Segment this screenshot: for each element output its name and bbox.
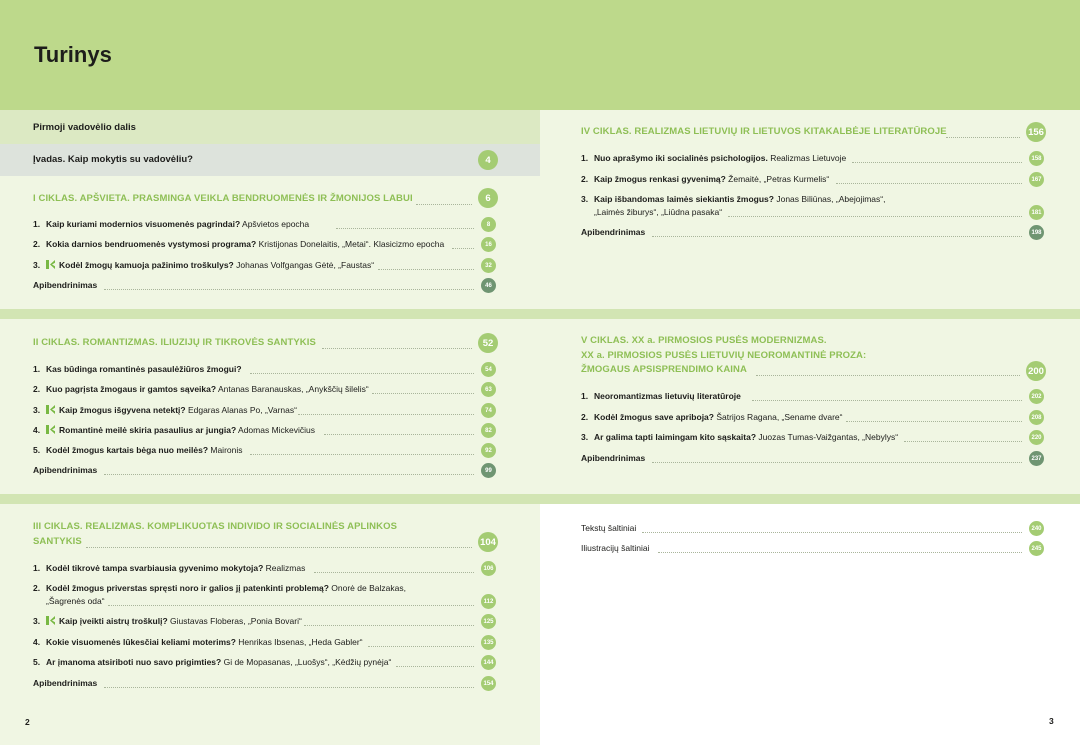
leader-dots <box>368 646 474 647</box>
toc-entry[interactable]: 2. Kaip žmogus renkasi gyvenimą? Žemaitė, „Petras Kurmelis“ <box>581 174 830 184</box>
page-badge: 32 <box>481 258 496 273</box>
page-badge: 99 <box>481 463 496 478</box>
intro-page-badge: 4 <box>478 150 498 170</box>
leader-dots <box>336 228 474 229</box>
leader-dots <box>452 248 474 249</box>
toc-entry[interactable]: 2. Kuo pagrįsta žmogaus ir gamtos sąveika? Antanas Baranauskas, „Anykščių šilelis“ <box>33 384 369 394</box>
leader-dots <box>104 687 474 688</box>
leader-dots <box>304 625 474 626</box>
sources-texts-link[interactable]: Tekstų šaltiniai <box>581 523 637 533</box>
page-badge: 106 <box>481 561 496 576</box>
separator <box>0 309 540 319</box>
toc-entry[interactable]: 2. Kodėl žmogus save apriboja? Šatrijos Ragana, „Sename dvare“ <box>581 412 843 422</box>
toc-entry[interactable]: 4. Kokie visuomenės lūkesčiai keliami moterims? Henrikas Ibsenas, „Heda Gabler“ <box>33 637 363 647</box>
leader-dots <box>250 454 474 455</box>
toc-entry[interactable]: 1. Kodėl tikrovė tampa svarbiausia gyvenimo mokytoja? Realizmas <box>33 563 306 573</box>
leader-dots <box>372 393 474 394</box>
page-badge: 198 <box>1029 225 1044 240</box>
page-badge: 237 <box>1029 451 1044 466</box>
summary-entry[interactable]: Apibendrinimas <box>33 465 98 475</box>
page-badge: 46 <box>481 278 496 293</box>
separator <box>540 494 1080 504</box>
toc-entry[interactable]: 5. Ar įmanoma atsiriboti nuo savo prigimties? Gi de Mopasanas, „Luošys“, „Kėdžių pynėja“ <box>33 657 392 667</box>
toc-entry[interactable]: 5. Kodėl žmogus kartais bėga nuo meilės? Maironis <box>33 445 243 455</box>
cycle3-heading[interactable]: III CIKLAS. REALIZMAS. KOMPLIKUOTAS INDIVIDO IR SOCIALINĖS APLINKOS <box>33 521 398 532</box>
leader-dots <box>836 183 1022 184</box>
toc-entry[interactable]: 2. Kodėl žmogus priverstas spręsti noro ir galios jį patenkinti problemą? Onorė de Balzakas, <box>33 583 406 593</box>
toc-entry[interactable]: 3. Kaip žmogus išgyvena netektį? Edgaras Alanas Po, „Varnas“ <box>33 405 297 415</box>
page-badge: 74 <box>481 403 496 418</box>
leader-dots <box>642 532 1022 533</box>
literature-k-icon <box>46 425 56 434</box>
toc-entry[interactable]: 4. Romantinė meilė skiria pasaulius ar jungia? Adomas Mickevičius <box>33 425 316 435</box>
cycle2-page-badge: 52 <box>478 333 498 353</box>
cycle2-heading[interactable]: II CIKLAS. ROMANTIZMAS. ILIUZIJŲ IR TIKROVĖS SANTYKIS <box>33 337 316 348</box>
leader-dots <box>852 162 1022 163</box>
leader-dots <box>104 289 474 290</box>
literature-k-icon <box>46 405 56 414</box>
leader-dots <box>298 414 474 415</box>
intro-link[interactable]: Įvadas. Kaip mokytis su vadovėliu? <box>33 154 193 165</box>
cycle4-heading[interactable]: IV CIKLAS. REALIZMAS LIETUVIŲ IR LIETUVOS KITAKALBĖJE LITERATŪROJE <box>581 126 947 137</box>
header-band <box>0 0 1080 110</box>
toc-entry[interactable]: 1. Neoromantizmas lietuvių literatūroje <box>581 391 741 401</box>
cycle3-page-badge: 104 <box>478 532 498 552</box>
page-badge: 125 <box>481 614 496 629</box>
toc-entry[interactable]: 1. Kaip kuriami modernios visuomenės pagrindai? Apšvietos epocha <box>33 219 310 229</box>
page-badge: 135 <box>481 635 496 650</box>
leader-dots <box>416 204 472 205</box>
page-title: Turinys <box>34 42 112 67</box>
toc-entry[interactable]: 3. Kaip įveikti aistrų troškulį? Giustavas Floberas, „Ponia Bovari“ <box>33 616 302 626</box>
leader-dots <box>904 441 1022 442</box>
page-badge: 240 <box>1029 521 1044 536</box>
toc-entry[interactable]: 2. Kokia darnios bendruomenės vystymosi programa? Kristijonas Donelaitis, „Metai“. Klasicizmo epocha <box>33 239 445 249</box>
toc-entry[interactable]: 3. Kaip išbandomas laimės siekiantis žmogus? Jonas Biliūnas, „Abejojimas“, <box>581 194 886 204</box>
page-badge: 8 <box>481 217 496 232</box>
leader-dots <box>728 216 1022 217</box>
page-badge: 202 <box>1029 389 1044 404</box>
leader-dots <box>396 666 474 667</box>
page-badge: 245 <box>1029 541 1044 556</box>
page-badge: 181 <box>1029 205 1044 220</box>
cycle5-heading[interactable]: V CIKLAS. XX a. PIRMOSIOS PUSĖS MODERNIZMAS. <box>581 335 827 346</box>
toc-entry[interactable]: 1. Kas būdinga romantinės pasaulėžiūros žmogui? <box>33 364 242 374</box>
separator <box>540 309 1080 319</box>
page-badge: 112 <box>481 594 496 609</box>
leader-dots <box>108 605 474 606</box>
summary-entry[interactable]: Apibendrinimas <box>33 280 98 290</box>
literature-k-icon <box>46 616 56 625</box>
page-badge: 154 <box>481 676 496 691</box>
leader-dots <box>658 552 1022 553</box>
leader-dots <box>756 375 1020 376</box>
part-title: Pirmoji vadovėlio dalis <box>33 122 136 133</box>
page-badge: 144 <box>481 655 496 670</box>
cycle5-heading-line3[interactable]: ŽMOGAUS APSISPRENDIMO KAINA <box>581 364 747 375</box>
page-badge: 63 <box>481 382 496 397</box>
leader-dots <box>846 421 1022 422</box>
cycle4-page-badge: 156 <box>1026 122 1046 142</box>
leader-dots <box>86 547 472 548</box>
page-badge: 92 <box>481 443 496 458</box>
sources-panel <box>540 504 1080 745</box>
leader-dots <box>752 400 1022 401</box>
page-badge: 208 <box>1029 410 1044 425</box>
summary-entry[interactable]: Apibendrinimas <box>581 227 646 237</box>
cycle1-page-badge: 6 <box>478 188 498 208</box>
toc-entry[interactable]: 3. Kodėl žmogų kamuoja pažinimo troškulys? Johanas Volfgangas Gėtė, „Faustas“ <box>33 260 375 270</box>
cycle5-heading-line2[interactable]: XX a. PIRMOSIOS PUSĖS LIETUVIŲ NEOROMANTINĖ PROZA: <box>581 350 867 361</box>
leader-dots <box>104 474 474 475</box>
separator <box>0 494 540 504</box>
page-badge: 167 <box>1029 172 1044 187</box>
leader-dots <box>652 462 1022 463</box>
toc-entry[interactable]: 1. Nuo aprašymo iki socialinės psichologijos. Realizmas Lietuvoje <box>581 153 847 163</box>
page-badge: 82 <box>481 423 496 438</box>
leader-dots <box>652 236 1022 237</box>
leader-dots <box>322 348 472 349</box>
literature-k-icon <box>46 260 56 269</box>
summary-entry[interactable]: Apibendrinimas <box>581 453 646 463</box>
cycle5-page-badge: 200 <box>1026 361 1046 381</box>
page-badge: 16 <box>481 237 496 252</box>
page-number-left: 2 <box>25 717 30 727</box>
page-badge: 220 <box>1029 430 1044 445</box>
sources-illustrations-link[interactable]: Iliustracijų šaltiniai <box>581 543 650 553</box>
toc-entry[interactable]: 3. Ar galima tapti laimingam kito sąskaita? Juozas Tumas-Vaižgantas, „Nebylys“ <box>581 432 899 442</box>
leader-dots <box>324 434 474 435</box>
toc-entry-continuation[interactable]: „Laimės žiburys“, „Liūdna pasaka“ <box>594 207 723 217</box>
leader-dots <box>250 373 474 374</box>
summary-entry[interactable]: Apibendrinimas <box>33 678 98 688</box>
cycle1-heading[interactable]: I CIKLAS. APŠVIETA. PRASMINGA VEIKLA BENDRUOMENĖS IR ŽMONIJOS LABUI <box>33 193 413 204</box>
toc-entry-continuation[interactable]: „Šagrenės oda“ <box>46 596 105 606</box>
page-badge: 158 <box>1029 151 1044 166</box>
page-number-right: 3 <box>1049 716 1054 726</box>
leader-dots <box>946 137 1020 138</box>
leader-dots <box>314 572 474 573</box>
page-badge: 54 <box>481 362 496 377</box>
leader-dots <box>378 269 474 270</box>
cycle3-heading-line2[interactable]: SANTYKIS <box>33 536 82 547</box>
